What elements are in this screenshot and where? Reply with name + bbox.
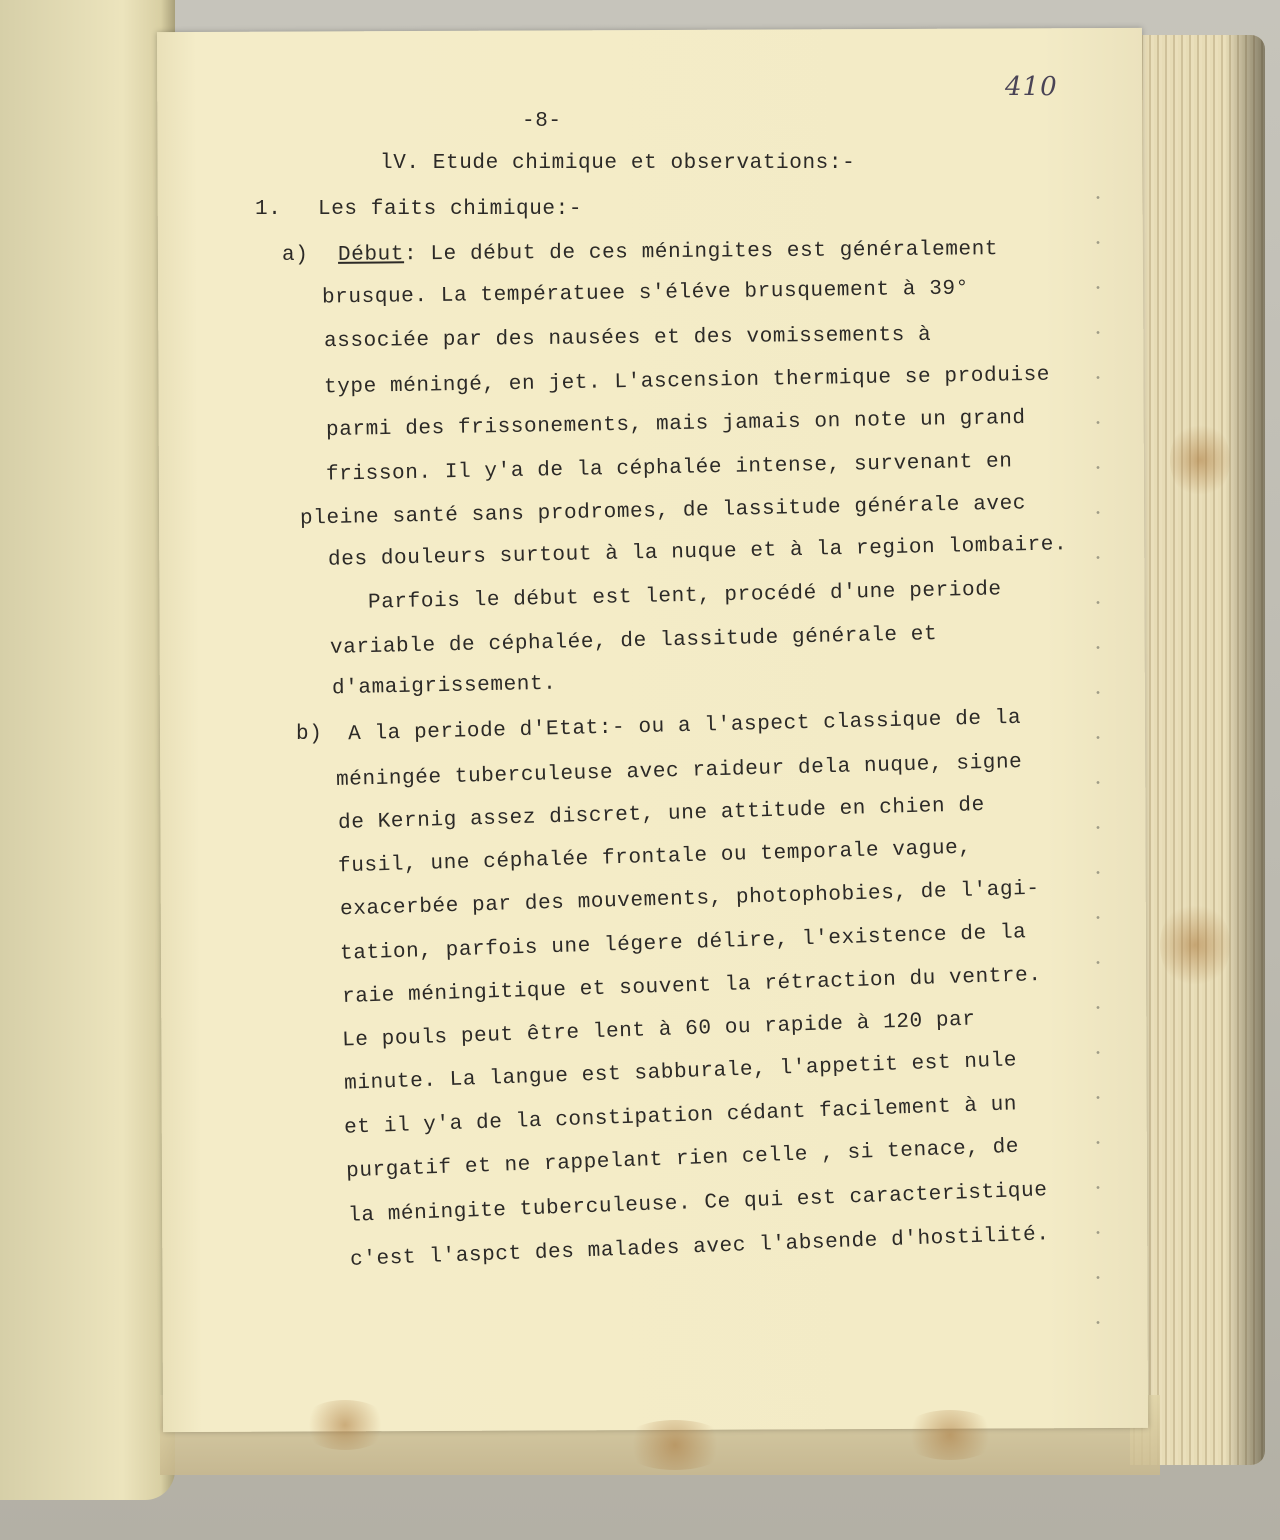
text-line: c'est l'aspct des malades avec l'absende d'hostilité. — [349, 1223, 1050, 1272]
subsection-title: Les faits chimique:- — [318, 198, 583, 221]
stain — [300, 1400, 390, 1450]
text-line: minute. La langue est sabburale, l'appetit est nule — [343, 1049, 1018, 1096]
text-line: tation, parfois une légere délire, l'existence de la — [339, 921, 1027, 966]
text-line: d'amaigrissement. — [331, 672, 557, 701]
stain — [1170, 420, 1230, 500]
left-page — [0, 0, 175, 1500]
text-line: variable de céphalée, de lassitude générale et — [329, 623, 938, 660]
subsection-number: 1. — [255, 198, 282, 221]
text-line: parmi des frissonements, mais jamais on note un grand — [325, 406, 1026, 443]
book-page-edges — [1130, 35, 1265, 1465]
text-line: exacerbée par des mouvements, photophobies, de l'agi- — [339, 877, 1040, 922]
text-line: fusil, une céphalée frontale ou temporale vague, — [337, 836, 972, 879]
item-a-label: a) — [282, 244, 309, 267]
text-line: pleine santé sans prodromes, de lassitude générale avec — [299, 492, 1027, 531]
stain — [620, 1420, 730, 1470]
underlined-word: Début — [337, 243, 405, 267]
item-b-first-line: A la periode d'Etat:- ou a l'aspect classique de la — [347, 706, 1022, 747]
item-a-text: : Le début de ces méningites est généralement — [403, 238, 999, 267]
text-line: des douleurs surtout à la nuque et à la region lombaire. — [327, 533, 1068, 572]
text-line: Le pouls peut être lent à 60 ou rapide à 120 par — [341, 1008, 976, 1053]
stain — [900, 1410, 1000, 1460]
text-line: Parfois le début est lent, procédé d'une periode — [367, 578, 1002, 615]
text-line: raie méningitique et souvent la rétraction du ventre. — [341, 964, 1042, 1009]
text-line: de Kernig assez discret, une attitude en chien de — [337, 793, 986, 836]
text-line: type méningé, en jet. L'ascension thermique se produise — [323, 363, 1051, 400]
text-line: et il y'a de la constipation cédant facilement à un — [343, 1093, 1018, 1140]
section-heading: lV. Etude chimique et observations:- — [380, 152, 856, 175]
text-line: brusque. La températuee s'éléve brusquement à 39° — [321, 277, 970, 310]
text-line: méningée tuberculeuse avec raideur dela nuque, signe — [335, 751, 1023, 792]
page-number: -8- — [522, 110, 562, 133]
text-line: la méningite tuberculeuse. Ce qui est caracteristique — [347, 1179, 1048, 1228]
stain — [1160, 900, 1230, 990]
text-line: frisson. Il y'a de la céphalée intense, survenant en — [325, 450, 1013, 487]
text-line: associée par des nausées et des vomissements à — [323, 323, 932, 354]
handwritten-folio: 410 — [1005, 72, 1058, 102]
binding-holes — [1095, 175, 1101, 1335]
text-line: purgatif et ne rappelant rien celle , si tenace, de — [345, 1135, 1020, 1184]
item-b-label: b) — [296, 723, 323, 746]
